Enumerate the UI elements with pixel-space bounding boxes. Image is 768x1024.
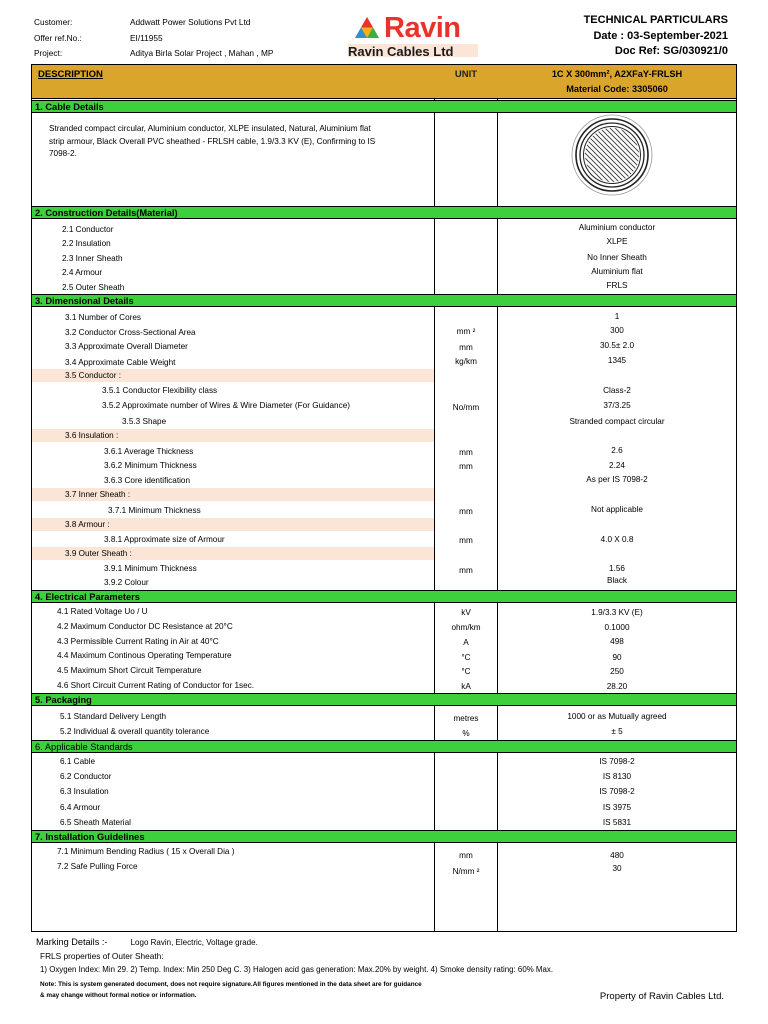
info-row [34, 15, 273, 31]
row-spec: 1.56 [609, 564, 625, 573]
row-unit: A [463, 638, 469, 647]
spec-title: 1C X 300mm², A2XFaY-FRLSH [551, 69, 683, 79]
info-key: Project: [34, 48, 63, 58]
subsection-title: 3.5 Conductor : [65, 371, 121, 380]
row-spec: 37/3.25 [603, 401, 631, 410]
document-title-block [584, 13, 728, 60]
marking-label: Marking Details :- [36, 937, 108, 947]
row-unit: kg/km [455, 357, 477, 366]
row-description: 6.5 Sheath Material [60, 818, 132, 827]
info-value: Aditya Birla Solar Project , Mahan , MP [130, 48, 274, 58]
row-unit: ohm/km [451, 623, 481, 632]
logo-icon [354, 16, 380, 40]
row-description: 2.4 Armour [62, 268, 103, 277]
disclaimer-line-2: & may change without formal notice or information. [40, 992, 197, 999]
row-description: 3.6.1 Average Thickness [104, 447, 194, 456]
row-spec: Black [606, 576, 628, 585]
subsection-title: 3.8 Armour : [65, 520, 110, 529]
document-info [34, 15, 273, 62]
row-spec: IS 5831 [602, 818, 632, 827]
row-description: 3.5.1 Conductor Flexibility class [102, 386, 218, 395]
row-unit: No/mm [452, 403, 480, 412]
cable-cross-section-image [569, 112, 655, 198]
section-title: 6. Applicable Standards [35, 742, 133, 752]
cable-description: Stranded compact circular, Aluminium conductor, XLPE insulated, Natural, Aluminium flat strip armour, Black Overall PVC sheathed - FRLSH cable, 1.9/3.3 KV (E), Confirming to IS 7098-2. [49, 124, 376, 158]
row-description: 2.1 Conductor [62, 225, 114, 234]
document-date: Date : 03-September-2021 [593, 29, 728, 42]
row-description: 3.5.2 Approximate number of Wires & Wire Diameter (For Guidance) [102, 401, 350, 410]
info-key: Offer ref.No.: [34, 32, 82, 43]
row-spec: 2.24 [609, 461, 625, 470]
row-spec: 28.20 [606, 682, 628, 691]
logo-wordmark: Ravin [384, 12, 461, 44]
row-unit: kA [461, 682, 471, 691]
row-description: 3.6.3 Core identification [104, 476, 191, 485]
row-spec: 480 [610, 851, 624, 860]
row-spec: 498 [610, 637, 624, 646]
row-unit: kV [461, 608, 471, 617]
row-spec: 1.9/3.3 KV (E) [591, 608, 643, 617]
document-title: TECHNICAL PARTICULARS [583, 14, 728, 26]
marking-details [36, 937, 258, 947]
row-description: 4.2 Maximum Conductor DC Resistance at 20°C [57, 622, 233, 631]
row-description: 4.5 Maximum Short Circuit Temperature [57, 666, 202, 675]
row-spec: IS 3975 [602, 803, 632, 812]
row-description: 3.8.1 Approximate size of Armour [104, 535, 225, 544]
row-description: 7.1 Minimum Bending Radius ( 15 x Overall Dia ) [57, 847, 235, 856]
company-logo [348, 10, 478, 62]
section-header [32, 294, 736, 307]
row-description: 4.4 Maximum Continous Operating Temperature [57, 651, 232, 660]
row-description: 3.2 Conductor Cross-Sectional Area [65, 328, 196, 337]
subsection-header [32, 429, 434, 442]
row-description: 3.4 Approximate Cable Weight [65, 358, 176, 367]
info-row [34, 46, 273, 62]
specification-header [498, 67, 736, 97]
frls-values: 1) Oxygen Index: Min 29. 2) Temp. Index: Min 250 Deg C. 3) Halogen acid gas generation: Max.20% by weight. 4) Smoke density rating: 60% Max. [40, 965, 554, 974]
row-spec: 1 [614, 312, 620, 321]
section-title: 2. Construction Details(Material) [35, 208, 178, 218]
section-header [32, 830, 736, 843]
row-spec: Aluminium flat [591, 267, 643, 276]
row-unit: % [462, 729, 470, 738]
row-spec: 250 [610, 667, 624, 676]
row-spec: 1345 [607, 356, 627, 365]
subsection-header [32, 547, 434, 560]
section-title: 3. Dimensional Details [35, 296, 134, 306]
row-unit: mm [459, 343, 473, 352]
row-unit: °C [461, 653, 471, 662]
subsection-title: 3.7 Inner Sheath : [65, 490, 131, 499]
section-title: 4. Electrical Parameters [35, 592, 140, 602]
row-description: 3.9.2 Colour [104, 578, 149, 587]
row-unit: °C [461, 667, 471, 676]
subsection-header [32, 488, 434, 501]
section-header [32, 693, 736, 706]
row-description: 5.2 Individual & overall quantity tolerance [60, 727, 210, 736]
row-description: 4.3 Permissible Current Rating in Air at 40°C [57, 637, 219, 646]
row-description: 3.3 Approximate Overall Diameter [65, 342, 188, 351]
section-title: 1. Cable Details [35, 102, 104, 112]
row-spec: IS 8130 [602, 772, 632, 781]
info-key: Customer: [34, 17, 73, 27]
row-description: 3.7.1 Minimum Thickness [108, 506, 201, 515]
row-description: 7.2 Safe Pulling Force [57, 862, 138, 871]
disclaimer-line-1: Note: This is system generated document, does not require signature.All figures mentioned in the data sheet are for guidance [40, 981, 422, 988]
info-value: EI/11955 [130, 32, 163, 43]
row-spec: As per IS 7098-2 [586, 475, 648, 484]
row-unit: mm [459, 851, 473, 860]
row-description: 6.4 Armour [60, 803, 101, 812]
column-divider [434, 65, 435, 931]
row-description: 4.1 Rated Voltage Uo / U [57, 607, 148, 616]
row-spec: No Inner Sheath [587, 253, 647, 262]
row-description: 3.1 Number of Cores [65, 313, 141, 322]
description-header: DESCRIPTION [38, 69, 103, 80]
document-reference: Doc Ref: SG/030921/0 [614, 45, 728, 57]
row-spec: 300 [610, 326, 624, 335]
company-name: Ravin Cables Ltd [348, 44, 478, 57]
section-header [32, 590, 736, 603]
row-description: 2.5 Outer Sheath [62, 283, 125, 292]
row-spec: 0.1000 [604, 623, 630, 632]
row-spec: Stranded compact circular [569, 417, 665, 426]
section-header [32, 206, 736, 219]
row-spec: FRLS [606, 281, 628, 290]
marking-value: Logo Ravin, Electric, Voltage grade. [130, 938, 258, 947]
info-row [34, 31, 273, 47]
subsection-title: 3.6 Insulation : [65, 431, 119, 440]
table-header [32, 65, 736, 99]
section-header [32, 740, 736, 753]
row-unit: mm [459, 536, 473, 545]
row-description: 3.6.2 Minimum Thickness [104, 461, 197, 470]
row-spec: 30.5± 2.0 [599, 341, 635, 350]
material-code: Material Code: 3305060 [566, 84, 668, 94]
row-spec: Aluminium conductor [578, 223, 656, 232]
unit-header: UNIT [454, 69, 478, 80]
row-unit: metres [453, 714, 479, 723]
subsection-title: 3.9 Outer Sheath : [65, 549, 132, 558]
row-description: 6.3 Insulation [60, 787, 109, 796]
row-description: 6.2 Conductor [60, 772, 112, 781]
row-description: 4.6 Short Circuit Current Rating of Conductor for 1sec. [57, 681, 255, 690]
info-value: Addwatt Power Solutions Pvt Ltd [130, 17, 251, 27]
row-description: 3.9.1 Minimum Thickness [104, 564, 197, 573]
row-spec: 4.0 X 0.8 [600, 535, 634, 544]
row-spec: IS 7098-2 [599, 787, 635, 796]
row-spec: 30 [612, 864, 622, 873]
row-spec: ± 5 [611, 727, 623, 736]
subsection-header [32, 369, 434, 382]
row-spec: 1000 or as Mutually agreed [567, 712, 667, 721]
row-unit: mm ² [456, 327, 476, 336]
row-spec: IS 7098-2 [599, 757, 635, 766]
row-unit: N/mm ² [452, 867, 480, 876]
frls-title: FRLS properties of Outer Sheath: [40, 951, 164, 961]
row-unit: mm [459, 462, 473, 471]
section-title: 5. Packaging [35, 695, 92, 705]
ownership-note: Property of Ravin Cables Ltd. [599, 991, 724, 1002]
row-description: 2.2 Insulation [62, 239, 111, 248]
subsection-header [32, 518, 434, 531]
row-spec: Not applicable [591, 505, 643, 514]
row-description: 3.5.3 Shape [122, 417, 167, 426]
row-description: 2.3 Inner Sheath [62, 254, 123, 263]
row-spec: XLPE [606, 237, 628, 246]
row-unit: mm [459, 448, 473, 457]
row-spec: Class-2 [603, 386, 631, 395]
row-unit: mm [459, 507, 473, 516]
section-title: 7. Installation Guidelines [35, 832, 145, 842]
row-unit: mm [459, 566, 473, 575]
row-description: 6.1 Cable [60, 757, 96, 766]
row-spec: 90 [612, 653, 622, 662]
technical-particulars-table [31, 64, 737, 932]
row-spec: 2.6 [611, 446, 623, 455]
row-description: 5.1 Standard Delivery Length [60, 712, 167, 721]
